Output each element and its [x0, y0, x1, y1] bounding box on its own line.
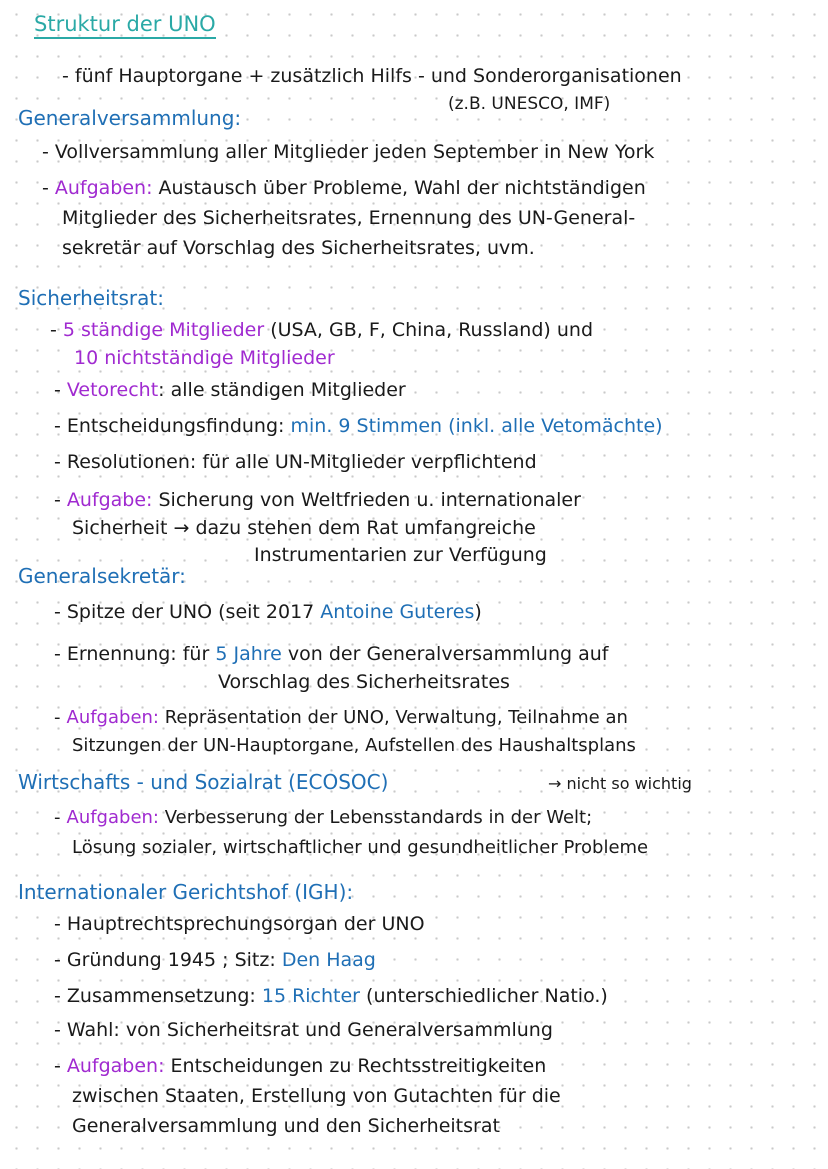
gv-bullet-2-line2: Mitglieder des Sicherheitsrates, Ernennung des UN-General- — [62, 207, 636, 229]
sr-entscheidung-text: Entscheidungsfindung: — [66, 415, 285, 437]
gs-bullet-2 — [54, 642, 608, 666]
ecosoc-note: → nicht so wichtig — [548, 774, 692, 793]
gs-bullet-3 — [54, 706, 628, 730]
gs-ernennung-end: von der Generalversammlung auf — [287, 643, 609, 665]
bullet-dash: - — [54, 379, 61, 401]
gs-bullet-3-line2: Sitzungen der UN-Hauptorgane, Aufstellen des Haushaltsplans — [72, 735, 636, 756]
igh-bullet-5 — [54, 1054, 546, 1078]
heading-igh: Internationaler Gerichtshof (IGH): — [18, 880, 354, 904]
heading-generalsekretaer: Generalsekretär: — [18, 564, 186, 588]
bullet-dash: - — [54, 807, 61, 828]
sr-bullet-1 — [50, 318, 593, 342]
sr-mitglieder-text: (USA, GB, F, China, Russland) und — [270, 319, 594, 341]
gs-aufgaben-label: Aufgaben: — [66, 707, 159, 728]
gv-aufgaben-label: Aufgaben: — [54, 177, 153, 199]
gv-bullet-2 — [42, 176, 646, 200]
heading-ecosoc: Wirtschafts - und Sozialrat (ECOSOC) — [18, 770, 389, 794]
sr-bullet-5-line2: Sicherheit → dazu stehen dem Rat umfangreiche — [72, 517, 536, 539]
sr-aufgabe-label: Aufgabe: — [66, 489, 153, 511]
bullet-dash: - — [54, 643, 61, 665]
gs-bullet-1 — [54, 600, 482, 624]
gs-spitze-text: Spitze der UNO (seit 2017 — [66, 601, 315, 623]
sr-entscheidung-blue: min. 9 Stimmen (inkl. alle Vetomächte) — [290, 415, 663, 437]
sr-bullet-2 — [54, 378, 406, 402]
ecosoc-aufgaben-text: Verbesserung der Lebensstandards in der Welt; — [164, 807, 593, 828]
gs-aufgaben-text: Repräsentation der UNO, Verwaltung, Teilnahme an — [164, 707, 628, 728]
gv-bullet-1: - Vollversammlung aller Mitglieder jeden September in New York — [42, 141, 655, 163]
heading-generalversammlung: Generalversammlung: — [18, 106, 242, 130]
heading-sicherheitsrat: Sicherheitsrat: — [18, 286, 164, 310]
igh-zusammensetzung-text: - Zusammensetzung: — [54, 985, 256, 1007]
igh-bullet-3 — [54, 984, 608, 1008]
bullet-dash: - — [54, 601, 61, 623]
sr-bullet-5-line3: Instrumentarien zur Verfügung — [254, 544, 547, 566]
igh-gruendung-text: - Gründung 1945 ; Sitz: — [54, 949, 276, 971]
igh-bullet-5-line2: zwischen Staaten, Erstellung von Gutachten für die — [72, 1085, 561, 1107]
igh-bullet-5-line3: Generalversammlung und den Sicherheitsrat — [72, 1115, 500, 1137]
bullet-dash: - — [54, 489, 61, 511]
ecosoc-bullet-1 — [54, 806, 592, 830]
ecosoc-aufgaben-label: Aufgaben: — [66, 807, 159, 828]
sr-bullet-5 — [54, 488, 581, 512]
sr-bullet-4: - Resolutionen: für alle UN-Mitglieder verpflichtend — [54, 451, 537, 473]
sr-bullet-3 — [54, 414, 663, 438]
gs-name: Antoine Guteres — [320, 601, 475, 623]
gs-bullet-2-line2: Vorschlag des Sicherheitsrates — [218, 671, 510, 693]
igh-aufgaben-label: Aufgaben: — [66, 1055, 165, 1077]
sr-aufgabe-text: Sicherung von Weltfrieden u. internationaler — [158, 489, 581, 511]
igh-bullet-1: - Hauptrechtsprechungsorgan der UNO — [54, 913, 425, 935]
igh-bullet-4: - Wahl: von Sicherheitsrat und Generalversammlung — [54, 1019, 553, 1041]
igh-zusammensetzung-end: (unterschiedlicher Natio.) — [366, 985, 608, 1007]
igh-bullet-2 — [54, 948, 376, 972]
sr-bullet-1-line2: 10 nichtständige Mitglieder — [74, 347, 335, 369]
page-title: Struktur der UNO — [34, 12, 216, 39]
sr-mitglieder-label: 5 ständige Mitglieder — [62, 319, 265, 341]
bullet-dash: - — [54, 1055, 61, 1077]
igh-sitz: Den Haag — [281, 949, 376, 971]
sr-veto-label: Vetorecht — [66, 379, 159, 401]
intro-examples: (z.B. UNESCO, IMF) — [448, 94, 611, 114]
gs-spitze-end: ) — [474, 601, 482, 623]
gs-ernennung-text: Ernennung: für — [66, 643, 210, 665]
gs-amtszeit: 5 Jahre — [215, 643, 282, 665]
gv-aufgaben-text: Austausch über Probleme, Wahl der nichtständigen — [158, 177, 646, 199]
bullet-dash: - — [54, 707, 61, 728]
gv-bullet-2-line3: sekretär auf Vorschlag des Sicherheitsrates, uvm. — [62, 237, 535, 259]
bullet-dash: - — [42, 177, 49, 199]
bullet-dash: - — [50, 319, 57, 341]
sr-veto-text: : alle ständigen Mitglieder — [158, 379, 406, 401]
bullet-dash: - — [54, 415, 61, 437]
ecosoc-bullet-1-line2: Lösung sozialer, wirtschaftlicher und gesundheitlicher Probleme — [72, 837, 649, 858]
intro-line: - fünf Hauptorgane + zusätzlich Hilfs - und Sonderorganisationen — [62, 65, 682, 87]
igh-richter: 15 Richter — [261, 985, 360, 1007]
igh-aufgaben-text: Entscheidungen zu Rechtsstreitigkeiten — [170, 1055, 547, 1077]
